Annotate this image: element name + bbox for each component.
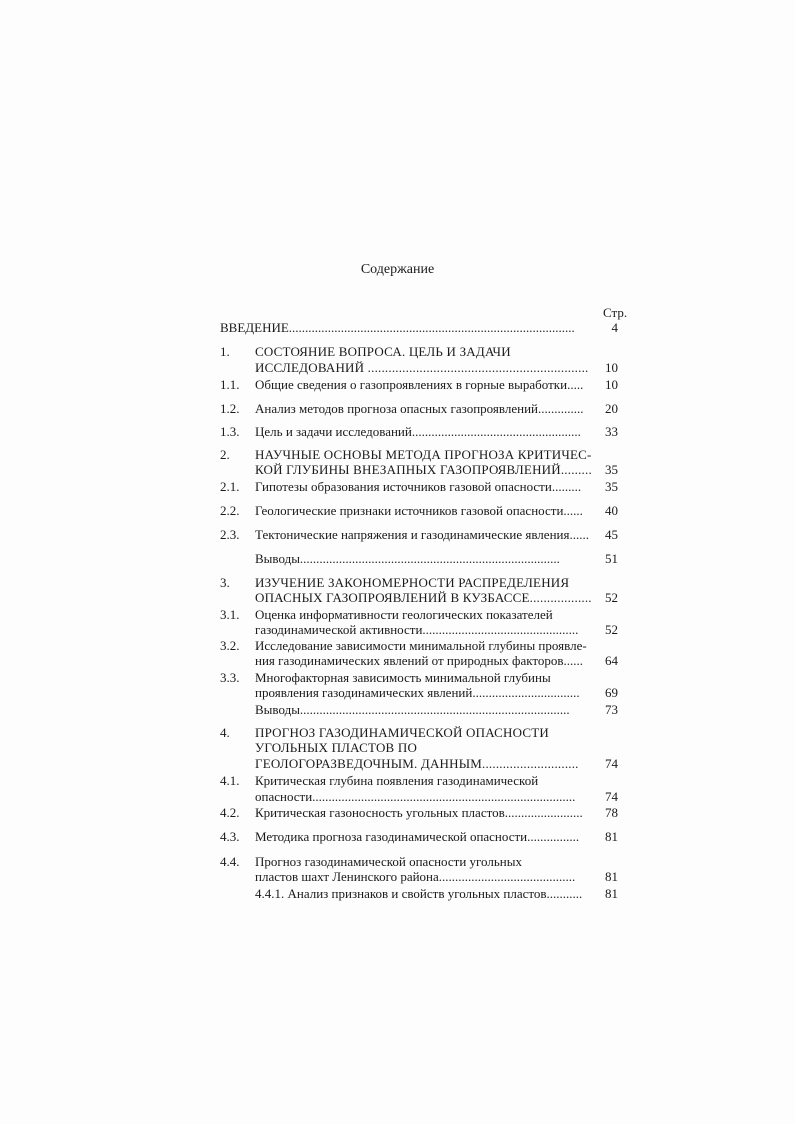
toc-entry-text: проявления газодинамических явлений.................................: [255, 685, 580, 700]
toc-entry-page: 52: [605, 590, 618, 605]
toc-entry-page: 52: [605, 622, 618, 637]
toc-entry-text: Геологические признаки источников газовой опасности......: [255, 503, 583, 518]
toc-entry-text: НАУЧНЫЕ ОСНОВЫ МЕТОДА ПРОГНОЗА КРИТИЧЕС-: [255, 447, 592, 462]
toc-entry-text: ОПАСНЫХ ГАЗОПРОЯВЛЕНИЙ В КУЗБАССЕ..................: [255, 590, 592, 605]
toc-entry-number: 3.3.: [220, 670, 240, 685]
toc-entry-text: Критическая глубина появления газодинамической: [255, 773, 539, 788]
toc-entry-text: ния газодинамических явлений от природных факторов......: [255, 653, 584, 668]
toc-entry-page: 73: [605, 702, 618, 717]
toc-entry-page: 10: [605, 360, 618, 375]
toc-entry-number: 2.1.: [220, 479, 240, 494]
toc-entry-text: Цель и задачи исследований....................................................: [255, 424, 581, 439]
page-column-header: Стр.: [603, 305, 628, 320]
toc-entry-text: ПРОГНОЗ ГАЗОДИНАМИЧЕСКОЙ ОПАСНОСТИ: [255, 725, 549, 740]
toc-entry-number: 1.3.: [220, 424, 240, 439]
toc-entry-page: 10: [605, 377, 618, 392]
toc-entry-number: 2.: [220, 447, 230, 462]
toc-entry-text: Методика прогноза газодинамической опасности................: [255, 829, 580, 844]
toc-entry-number: 3.1.: [220, 607, 240, 622]
toc-entry-page: 74: [605, 789, 618, 804]
toc-entry-text: УГОЛЬНЫХ ПЛАСТОВ ПО: [255, 740, 418, 755]
toc-entry-text: Прогноз газодинамической опасности угольных: [255, 854, 522, 869]
toc-entry-text: 4.4.1. Анализ признаков и свойств угольных пластов...........: [255, 886, 583, 901]
toc-entry-text: Оценка информативности геологических показателей: [255, 607, 553, 622]
toc-entry-number: 4.1.: [220, 773, 240, 788]
toc-entry-page: 74: [605, 756, 618, 771]
toc-entry-text: Общие сведения о газопроявлениях в горные выработки.....: [255, 377, 584, 392]
toc-entry-page: 45: [605, 527, 618, 542]
toc-entry-text: Выводы................................................................................: [255, 551, 560, 566]
toc-entry-text: опасности.................................................................................: [255, 789, 576, 804]
toc-entry-number: 1.1.: [220, 377, 240, 392]
toc-entry-number: 4.: [220, 725, 230, 740]
toc-entry-text: Тектонические напряжения и газодинамические явления......: [255, 527, 589, 542]
toc-entry-text: ГЕОЛОГОРАЗВЕДОЧНЫМ. ДАННЫМ............................: [255, 756, 579, 771]
toc-entry-text: КОЙ ГЛУБИНЫ ВНЕЗАПНЫХ ГАЗОПРОЯВЛЕНИЙ.........: [255, 462, 592, 477]
toc-entry-text: Критическая газоносность угольных пластов........................: [255, 805, 583, 820]
toc-entry-text: пластов шахт Ленинского района..........................................: [255, 869, 576, 884]
toc-entry-text: Анализ методов прогноза опасных газопроявлений..............: [255, 401, 584, 416]
toc-entry-number: 4.3.: [220, 829, 240, 844]
toc-entry-text: Гипотезы образования источников газовой опасности.........: [255, 479, 582, 494]
toc-entry-number: 1.: [220, 344, 230, 359]
toc-entry-number: 2.2.: [220, 503, 240, 518]
toc-entry-page: 69: [605, 685, 618, 700]
toc-entry-number: 2.3.: [220, 527, 240, 542]
toc-entry-text: Многофакторная зависимость минимальной глубины: [255, 670, 551, 685]
toc-entry-number: 3.2.: [220, 638, 240, 653]
toc-entry-number: 1.2.: [220, 401, 240, 416]
toc-entry-page: 81: [605, 886, 618, 901]
toc-entry-number: 4.4.: [220, 854, 240, 869]
toc-entry-page: 4: [611, 320, 618, 335]
toc-entry-text: ИЗУЧЕНИЕ ЗАКОНОМЕРНОСТИ РАСПРЕДЕЛЕНИЯ: [255, 575, 570, 590]
toc-entry-page: 51: [605, 551, 618, 566]
toc-entry-page: 78: [605, 805, 618, 820]
toc-entry-page: 35: [605, 479, 618, 494]
toc-entry-page: 20: [605, 401, 618, 416]
toc-entry-text: Исследование зависимости минимальной глубины проявле-: [255, 638, 587, 653]
toc-entry-text: ИССЛЕДОВАНИЙ ................................................................: [255, 360, 589, 375]
toc-entry-text: ВВЕДЕНИЕ........................................................................................: [220, 320, 575, 335]
toc-entry-page: 33: [605, 424, 618, 439]
toc-entry-page: 40: [605, 503, 618, 518]
toc-entry-number: 4.2.: [220, 805, 240, 820]
toc-entry-page: 81: [605, 869, 618, 884]
toc-entry-number: 3.: [220, 575, 230, 590]
toc-entry-text: газодинамической активности................................................: [255, 622, 579, 637]
page-title: Содержание: [360, 262, 435, 277]
toc-entry-text: Выводы...................................................................................: [255, 702, 570, 717]
toc-entry-page: 81: [605, 829, 618, 844]
toc-entry-page: 64: [605, 653, 618, 668]
toc-entry-page: 35: [605, 462, 618, 477]
toc-entry-text: СОСТОЯНИЕ ВОПРОСА. ЦЕЛЬ И ЗАДАЧИ: [255, 344, 511, 359]
